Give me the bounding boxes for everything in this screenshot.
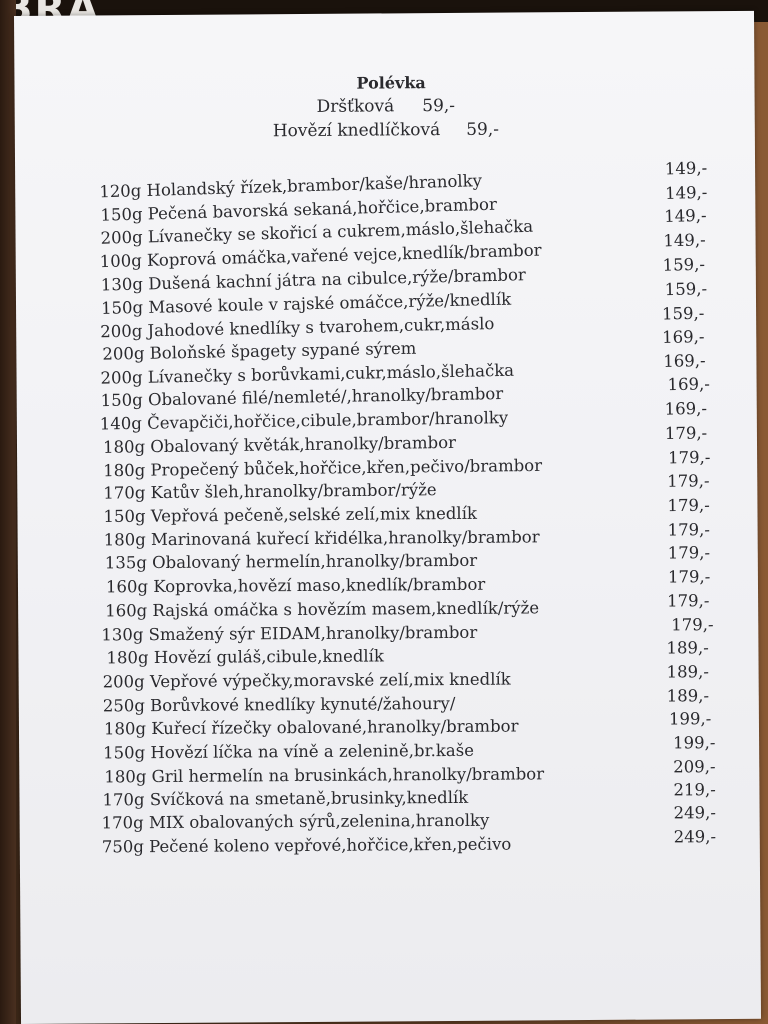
menu-item-price: 179,- bbox=[664, 423, 708, 443]
soup-item-price: 59,- bbox=[466, 119, 500, 140]
soup-section bbox=[14, 71, 754, 142]
menu-item bbox=[102, 780, 768, 813]
menu-item-price: 179,- bbox=[667, 447, 711, 468]
menu-sheet bbox=[14, 11, 761, 1024]
menu-item-price: 149,- bbox=[663, 230, 706, 251]
menu-item-price: 179,- bbox=[671, 615, 714, 635]
menu-item-description: 150g Vepřová pečeně,selské zelí,mix knedlík bbox=[103, 503, 478, 526]
menu-item bbox=[104, 757, 768, 790]
menu-item-description: 180g Marinovaná kuřecí křidélka,hranolky/brambor bbox=[103, 527, 540, 550]
menu-item-description: 150g Hovězí líčka na víně a zelenině,br.kaše bbox=[103, 740, 475, 763]
soup-item-name: Dršťková bbox=[316, 96, 395, 117]
menu-item-price: 169,- bbox=[661, 327, 705, 347]
menu-item-price: 249,- bbox=[673, 803, 716, 823]
menu-item-description: 200g Lívanečky se skořicí a cukrem,máslo,šlehačka bbox=[100, 216, 534, 248]
menu-item-description: 180g Obalovaný květák,hranolky/brambor bbox=[102, 432, 457, 457]
menu-item-price: 179,- bbox=[667, 520, 710, 540]
menu-item-price: 149,- bbox=[664, 182, 708, 203]
soup-item-price: 59,- bbox=[422, 95, 456, 117]
menu-item-price: 169,- bbox=[667, 374, 710, 395]
menu-item-description: 160g Rajská omáčka s hovězím masem,knedlík/rýže bbox=[105, 598, 540, 621]
soup-item-name: Hovězí knedlíčková bbox=[272, 120, 441, 142]
menu-item-description: 120g Holandský řízek,brambor/kaše/hranolky bbox=[99, 170, 483, 202]
menu-item-description: 200g Boloňské špagety sypané sýrem bbox=[102, 338, 417, 364]
menu-item-price: 149,- bbox=[664, 158, 708, 179]
menu-item-description: 200g Jahodové knedlíky s tvarohem,cukr,máslo bbox=[100, 314, 495, 342]
menu-item bbox=[101, 803, 768, 836]
menu-item-price: 169,- bbox=[663, 351, 706, 371]
menu-item-price: 159,- bbox=[661, 303, 705, 324]
menu-item-description: 140g Čevapčiči,hořčice,cibule,brambor/hranolky bbox=[99, 408, 509, 434]
menu-item-description: 170g MIX obalovaných sýrů,zelenina,hranolky bbox=[101, 810, 490, 833]
menu-item-price: 189,- bbox=[666, 662, 709, 682]
menu-item-price: 189,- bbox=[666, 638, 709, 658]
menu-item-description: 250g Borůvkové knedlíky kynuté/žahoury/ bbox=[102, 693, 456, 716]
left-shadow bbox=[0, 0, 16, 1024]
menu-item-description: 150g Obalované filé/nemleté/,hranolky/brambor bbox=[100, 384, 504, 411]
menu-item-price: 199,- bbox=[673, 733, 716, 753]
menu-item-description: 200g Vepřové výpečky,moravské zelí,mix knedlík bbox=[102, 669, 511, 692]
menu-item-price: 179,- bbox=[667, 591, 710, 611]
menu-item-price: 249,- bbox=[673, 827, 717, 847]
menu-item-description: 130g Dušená kachní játra na cibulce,rýže/brambor bbox=[100, 265, 527, 295]
menu-item-description: 170g Katův šleh,hranolky/brambor/rýže bbox=[103, 480, 437, 503]
menu-item-description: 750g Pečené koleno vepřové,hořčice,křen,pečivo bbox=[101, 834, 512, 857]
menu-item-price: 179,- bbox=[667, 567, 711, 587]
menu-item-description: 180g Hovězí guláš,cibule,knedlík bbox=[106, 646, 384, 668]
menu-item-price: 179,- bbox=[667, 495, 710, 516]
menu-item-price: 209,- bbox=[673, 757, 716, 777]
menu-item-description: 180g Gril hermelín na brusinkách,hranolky/brambor bbox=[104, 764, 545, 787]
menu-item-price: 159,- bbox=[662, 254, 706, 275]
menu-item-description: 160g Koprovka,hovězí maso,knedlík/brambor bbox=[105, 574, 486, 597]
menu-item-description: 135g Obalovaný hermelín,hranolky/brambor bbox=[104, 550, 478, 573]
menu-item-description: 150g Masové koule v rajské omáčce,rýže/knedlík bbox=[100, 289, 512, 318]
menu-item-price: 159,- bbox=[664, 279, 708, 300]
soup-item bbox=[273, 120, 499, 142]
menu-item-price: 169,- bbox=[664, 398, 708, 419]
menu-item bbox=[105, 591, 768, 623]
menu-item-price: 189,- bbox=[666, 686, 710, 706]
menu-item-price: 179,- bbox=[667, 543, 711, 563]
soup-title: Polévka bbox=[356, 73, 426, 93]
menu-item-description: 130g Smažený sýr EIDAM,hranolky/brambor bbox=[101, 622, 478, 645]
menu-item bbox=[103, 709, 768, 742]
menu-item-description: 200g Lívanečky s borůvkami,cukr,máslo,šlehačka bbox=[100, 360, 515, 388]
menu-item-price: 179,- bbox=[667, 471, 710, 491]
menu-item bbox=[101, 827, 768, 860]
menu-item-description: 180g Kuřecí řízečky obalované,hranolky/brambor bbox=[103, 716, 519, 739]
menu-item bbox=[103, 733, 768, 766]
soup-item bbox=[317, 96, 456, 117]
menu-item-description: 150g Pečená bavorská sekaná,hořčice,brambor bbox=[100, 194, 498, 225]
menu-item-description: 170g Svíčková na smetaně,brusinky,knedlík bbox=[102, 787, 469, 810]
menu-item-description: 100g Koprová omáčka,vařené vejce,knedlík/brambor bbox=[99, 240, 542, 272]
menu-item-description: 180g Propečený bůček,hořčice,křen,pečivo/brambor bbox=[103, 455, 543, 481]
menu-item-price: 199,- bbox=[668, 709, 712, 729]
menu-item-price: 219,- bbox=[673, 780, 716, 800]
menu-item-price: 149,- bbox=[663, 205, 707, 226]
